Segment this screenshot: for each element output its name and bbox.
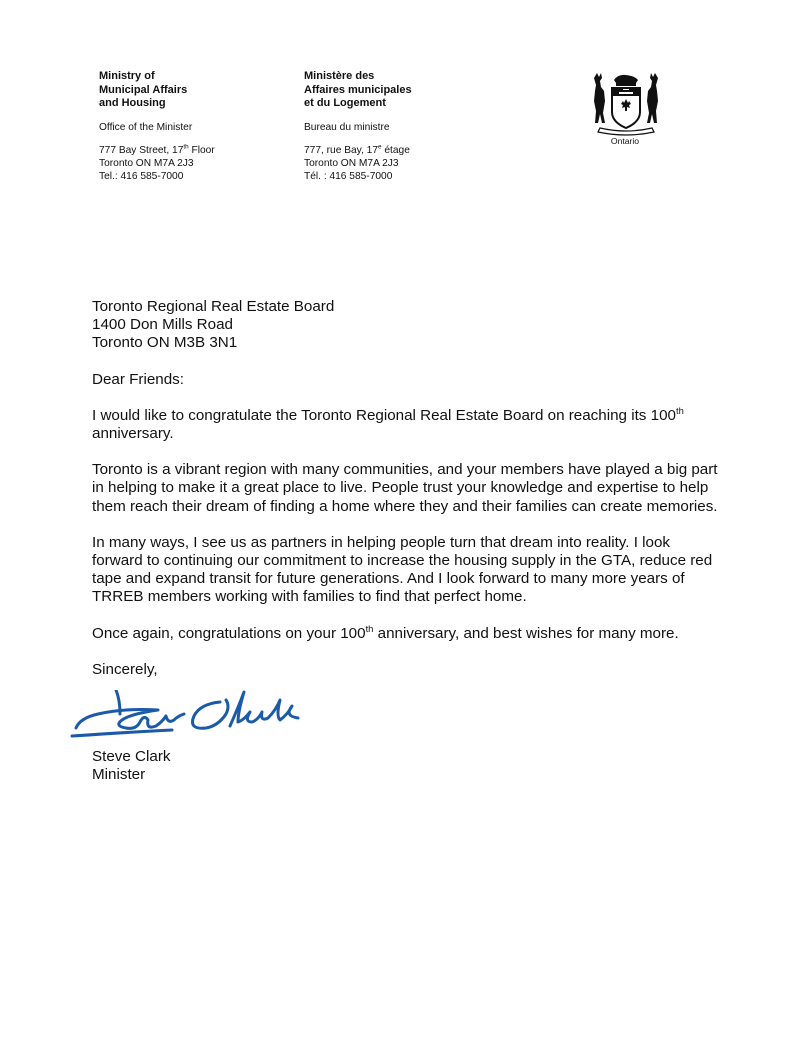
recipient-address bbox=[92, 298, 722, 353]
phone-line: Tél. : 416 585-7000 bbox=[304, 170, 393, 182]
salutation: Dear Friends: bbox=[92, 370, 185, 388]
address-french bbox=[304, 145, 412, 183]
phone-line: Tel.: 416 585-7000 bbox=[99, 170, 184, 182]
crest-label: Ontario bbox=[610, 136, 640, 146]
address-line-1: 777, rue Bay, 17e étage bbox=[304, 143, 410, 157]
signer-name: Steve Clark bbox=[92, 748, 171, 765]
ministry-name-french: Ministère des Affaires municipales et du Logement bbox=[304, 70, 412, 110]
letter-body bbox=[92, 298, 722, 679]
address-line-2: Toronto ON M7A 2J3 bbox=[99, 157, 194, 169]
recipient-line: Toronto ON M3B 3N1 bbox=[92, 334, 238, 352]
recipient-line: Toronto Regional Real Estate Board bbox=[92, 298, 335, 315]
recipient-line: 1400 Don Mills Road bbox=[92, 316, 233, 334]
address-line-2: Toronto ON M7A 2J3 bbox=[304, 157, 399, 169]
signer-block bbox=[92, 748, 171, 784]
address-english bbox=[99, 145, 215, 183]
letterhead-french bbox=[304, 70, 412, 183]
address-line-1: 777 Bay Street, 17th Floor bbox=[99, 143, 215, 157]
paragraph-3: In many ways, I see us as partners in helping people turn that dream into reality. I look forward to continuing our commitment to increase the housing supply in the GTA, reduce red tape and expand transit for future generations. And I look forward to many more years of TRREB members working with families to find that perfect home. bbox=[92, 533, 713, 606]
ministry-name-english: Ministry of Municipal Affairs and Housing bbox=[99, 70, 188, 110]
paragraph-1: I would like to congratulate the Toronto Regional Real Estate Board on reaching its 100th anniversary. bbox=[92, 404, 684, 443]
paragraph-2: Toronto is a vibrant region with many communities, and your members have played a big part in helping to make it a great place to live. People trust your knowledge and expertise to help them reach their dream of finding a home where they and their families can create memories. bbox=[92, 461, 718, 515]
letterhead-english bbox=[99, 70, 215, 183]
ontario-crest-icon bbox=[586, 70, 666, 136]
closing: Sincerely, bbox=[92, 660, 158, 678]
office-english: Office of the Minister bbox=[99, 121, 193, 133]
office-french: Bureau du ministre bbox=[304, 121, 390, 133]
handwritten-signature bbox=[70, 690, 310, 744]
signer-title: Minister bbox=[92, 766, 146, 784]
paragraph-4: Once again, congratulations on your 100th anniversary, and best wishes for many more. bbox=[92, 622, 679, 642]
